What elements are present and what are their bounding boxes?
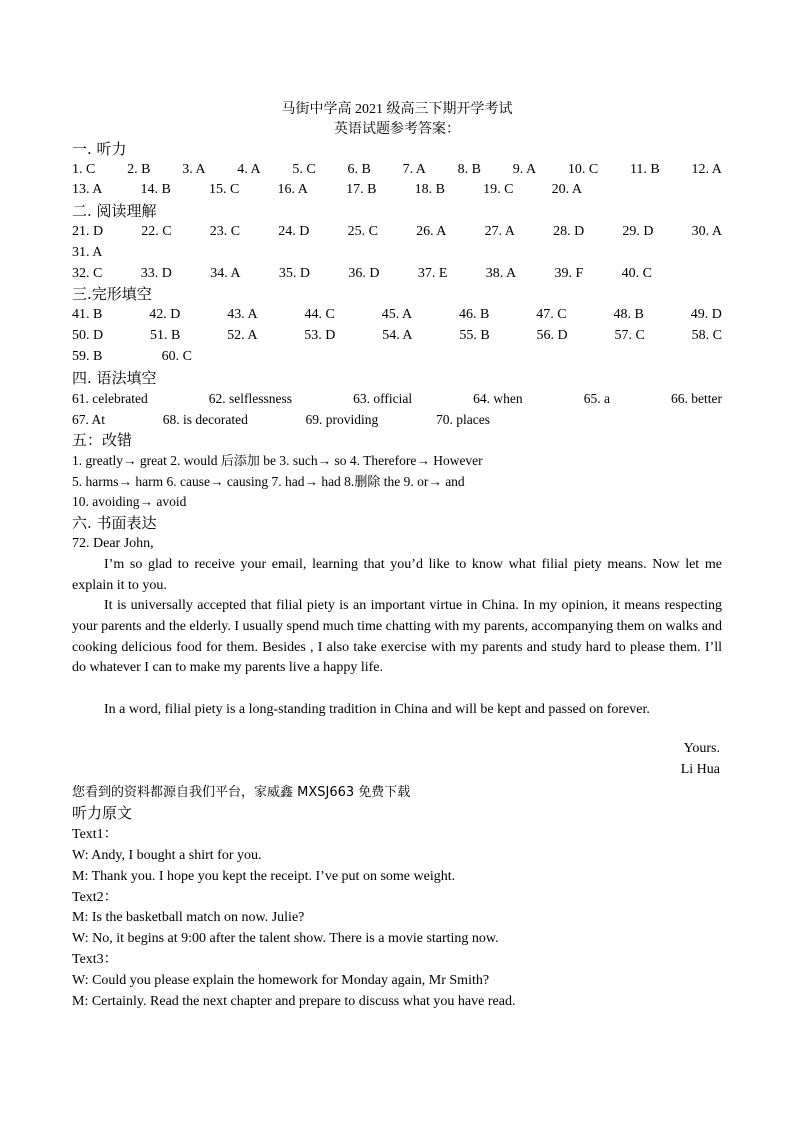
answer-item: 56. D bbox=[536, 328, 568, 343]
transcript-heading: 听力原文 bbox=[72, 804, 133, 822]
answer-item: 22. C bbox=[141, 224, 172, 239]
answer-item: 49. D bbox=[690, 307, 722, 322]
reading-answers-row-1 bbox=[72, 222, 722, 242]
answer-item: 62. selflessness bbox=[208, 391, 293, 406]
answer-item: 43. A bbox=[227, 307, 258, 322]
document-title: 马街中学高 2021 级高三下期开学考试 bbox=[281, 102, 513, 117]
answer-item: 14. B bbox=[140, 182, 171, 197]
answer-item: 57. C bbox=[614, 328, 645, 343]
correction-line-3: 10. avoiding→ avoid bbox=[72, 494, 187, 509]
transcript-line: W: Andy, I bought a shirt for you. bbox=[72, 848, 262, 863]
transcript-line: M: Certainly. Read the next chapter and prepare to discuss what you have read. bbox=[72, 994, 516, 1009]
cloze-answers-row-3 bbox=[72, 347, 192, 367]
grammar-answers-row-2 bbox=[72, 410, 490, 430]
answer-item: 23. C bbox=[209, 224, 241, 239]
correction-line-1 bbox=[72, 451, 722, 472]
letter-paragraph-1: I’m so glad to receive your email, learning that you’d like to know what filial piety means. Now let me explain it to you. bbox=[72, 557, 722, 593]
answer-item: 35. D bbox=[278, 266, 311, 281]
correction-text: the 9. or→ and bbox=[380, 474, 465, 489]
letter-paragraph-3: In a word, filial piety is a long-standing tradition in China and will be kept and passed on forever. bbox=[104, 702, 650, 717]
download-notice: 您看到的资料都源自我们平台，家威鑫 MXSJ663 免费下载 bbox=[72, 785, 411, 800]
answer-item: 61. celebrated bbox=[72, 391, 148, 406]
answer-item: 64. when bbox=[473, 391, 523, 406]
answer-item: 25. C bbox=[347, 224, 378, 239]
answer-item: 32. C bbox=[72, 266, 103, 281]
grammar-answers-row-1 bbox=[72, 389, 722, 409]
listening-answers-row-2 bbox=[72, 180, 582, 200]
listening-heading: 一. 听力 bbox=[72, 140, 127, 158]
answer-item: 36. D bbox=[348, 266, 380, 281]
answer-item: 13. A bbox=[72, 182, 103, 197]
correction-text-cn: 后添加 bbox=[220, 454, 260, 469]
answer-item: 7. A bbox=[402, 162, 426, 177]
listening-answers-row-1 bbox=[72, 160, 722, 180]
answer-item: 41. B bbox=[72, 307, 103, 322]
answer-item: 69. providing bbox=[305, 412, 379, 427]
answer-item: 47. C bbox=[536, 307, 567, 322]
correction-heading: 五：改错 bbox=[72, 431, 133, 449]
answer-item: 67. At bbox=[72, 412, 106, 427]
correction-line-2 bbox=[72, 472, 722, 493]
answer-item: 34. A bbox=[210, 266, 241, 281]
answer-item: 58. C bbox=[691, 328, 722, 343]
answer-item: 10. C bbox=[567, 162, 599, 177]
answer-item: 33. D bbox=[140, 266, 172, 281]
letter-signature: Li Hua bbox=[680, 762, 720, 777]
reading-answer-31: 31. A bbox=[72, 245, 103, 260]
transcript-text1-label: Text1： bbox=[72, 827, 118, 842]
cloze-answers-row-1 bbox=[72, 305, 722, 325]
letter-closing: Yours. bbox=[683, 741, 720, 756]
answer-item: 20. A bbox=[551, 182, 582, 197]
answer-item: 18. B bbox=[414, 182, 445, 197]
answer-item: 44. C bbox=[304, 307, 335, 322]
transcript-line: W: Could you please explain the homework for Monday again, Mr Smith? bbox=[72, 973, 490, 988]
answer-item: 48. B bbox=[613, 307, 644, 322]
answer-item: 15. C bbox=[209, 182, 240, 197]
transcript-text2-label: Text2： bbox=[72, 890, 118, 905]
answer-item: 29. D bbox=[622, 224, 654, 239]
cloze-answers-row-2 bbox=[72, 326, 722, 346]
answer-item: 5. C bbox=[292, 162, 316, 177]
answer-item: 30. A bbox=[691, 224, 722, 239]
writing-heading: 六. 书面表达 bbox=[72, 514, 157, 532]
answer-item: 53. D bbox=[304, 328, 336, 343]
answer-item: 63. official bbox=[353, 391, 413, 406]
answer-item: 16. A bbox=[277, 182, 308, 197]
correction-text: 1. greatly→ great 2. would bbox=[72, 453, 221, 468]
answer-item: 39. F bbox=[554, 266, 584, 281]
answer-item: 26. A bbox=[416, 224, 447, 239]
correction-text-cn: 删除 bbox=[354, 475, 381, 490]
answer-item: 68. is decorated bbox=[162, 412, 248, 427]
transcript-line: M: Is the basketball match on now. Julie? bbox=[72, 910, 305, 925]
answer-item: 46. B bbox=[459, 307, 490, 322]
answer-item: 11. B bbox=[629, 162, 660, 177]
answer-item: 24. D bbox=[278, 224, 310, 239]
answer-item: 70. places bbox=[436, 412, 490, 427]
answer-item: 1. C bbox=[72, 162, 96, 177]
answer-item: 60. C bbox=[161, 349, 192, 364]
letter-greeting: 72. Dear John, bbox=[72, 536, 154, 551]
answer-item: 65. a bbox=[583, 391, 610, 406]
transcript-line: W: No, it begins at 9:00 after the talent show. There is a movie starting now. bbox=[72, 931, 499, 946]
cloze-heading: 三.完形填空 bbox=[72, 285, 152, 303]
reading-heading: 二. 阅读理解 bbox=[72, 202, 157, 220]
correction-text: be 3. such→ so 4. Therefore→ However bbox=[259, 453, 483, 468]
reading-answers-row-2 bbox=[72, 264, 652, 284]
answer-item: 4. A bbox=[237, 162, 261, 177]
answer-item: 55. B bbox=[459, 328, 490, 343]
answer-item: 6. B bbox=[347, 162, 371, 177]
answer-item: 59. B bbox=[72, 349, 103, 364]
answer-item: 45. A bbox=[381, 307, 413, 322]
answer-item: 66. better bbox=[671, 391, 722, 406]
answer-item: 42. D bbox=[149, 307, 181, 322]
answer-item: 37. E bbox=[417, 266, 448, 281]
grammar-heading: 四. 语法填空 bbox=[72, 369, 157, 387]
correction-text: 5. harms→ harm 6. cause→ causing 7. had→ had 8. bbox=[72, 474, 355, 489]
answer-item: 40. C bbox=[621, 266, 652, 281]
answer-item: 3. A bbox=[182, 162, 206, 177]
answer-item: 54. A bbox=[382, 328, 413, 343]
transcript-line: M: Thank you. I hope you kept the receipt. I’ve put on some weight. bbox=[72, 869, 456, 884]
answer-item: 17. B bbox=[346, 182, 377, 197]
answer-item: 8. B bbox=[457, 162, 481, 177]
answer-item: 12. A bbox=[691, 162, 722, 177]
answer-item: 27. A bbox=[484, 224, 515, 239]
answer-item: 21. D bbox=[72, 224, 104, 239]
transcript-text3-label: Text3： bbox=[72, 952, 118, 967]
answer-item: 51. B bbox=[149, 328, 181, 343]
answer-item: 38. A bbox=[485, 266, 517, 281]
answer-item: 28. D bbox=[553, 224, 585, 239]
answer-item: 52. A bbox=[227, 328, 258, 343]
answer-item: 2. B bbox=[127, 162, 151, 177]
answer-item: 19. C bbox=[483, 182, 514, 197]
letter-paragraph-2: It is universally accepted that filial piety is an important virtue in China. In my opinion, it means respecting your parents and the elderly. I usually spend much time chatting with my parents, accompanying them on walks and cooking delicious food for them. Besides , I also take exercise with my parents and study hard to please them. I’ll do whatever I can to make my parents live a happy life. bbox=[72, 598, 722, 676]
answer-item: 50. D bbox=[72, 328, 104, 343]
answer-item: 9. A bbox=[512, 162, 537, 177]
document-subtitle: 英语试题参考答案： bbox=[334, 122, 460, 137]
